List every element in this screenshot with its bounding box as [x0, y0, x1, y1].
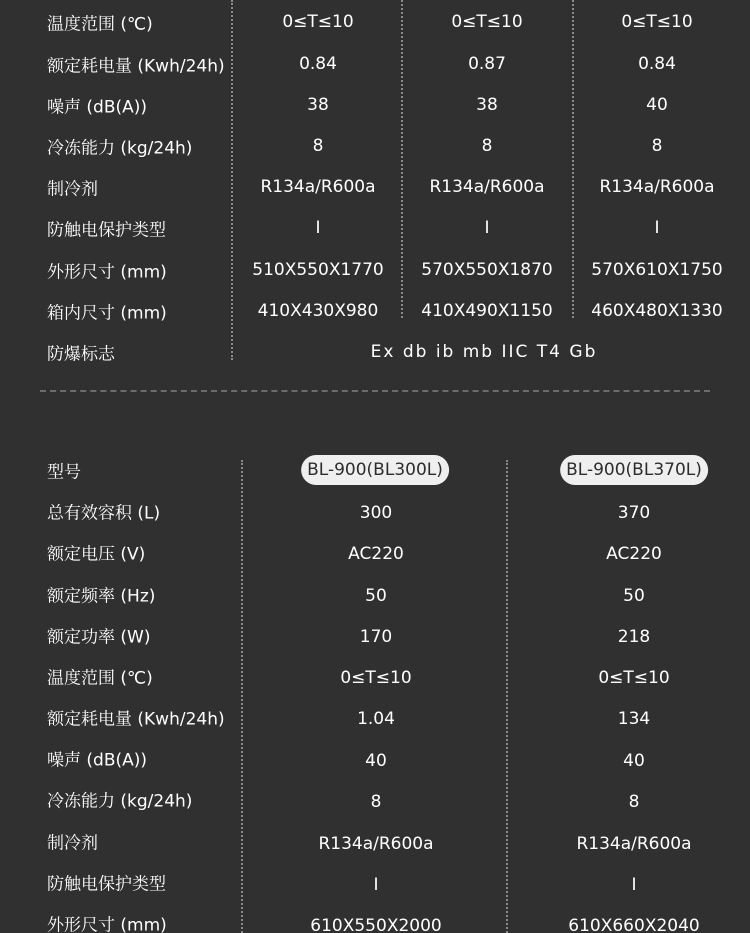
cell-value: 218	[617, 627, 651, 647]
column-divider	[401, 0, 403, 318]
row-label: 防触电保护类型	[47, 220, 166, 241]
cell-value: 610X660X2040	[568, 916, 700, 933]
model-badge: BL-900(BL370L)	[560, 455, 708, 485]
cell-value: I	[315, 218, 321, 238]
cell-value: 0.84	[638, 54, 676, 74]
row-label: 额定耗电量 (Kwh/24h)	[47, 56, 225, 77]
column-divider	[506, 460, 508, 933]
cell-value: R134a/R600a	[576, 834, 692, 854]
cell-value: 410X430X980	[257, 301, 379, 321]
row-label: 外形尺寸 (mm)	[47, 262, 167, 283]
row-label: 总有效容积 (L)	[47, 503, 161, 524]
column-divider	[241, 460, 243, 933]
row-label: 制冷剂	[47, 833, 98, 854]
row-label: 噪声 (dB(A))	[47, 750, 148, 771]
explosion-proof-label: 防爆标志	[47, 344, 115, 365]
model-badge: BL-900(BL300L)	[301, 455, 449, 485]
cell-value: 0.84	[299, 54, 337, 74]
cell-value: 50	[623, 586, 645, 606]
cell-value: 300	[359, 503, 393, 523]
column-divider	[231, 0, 233, 360]
row-label: 额定功率 (W)	[47, 627, 151, 648]
row-label: 箱内尺寸 (mm)	[47, 303, 167, 324]
cell-value: 0≤T≤10	[340, 668, 412, 688]
cell-value: R134a/R600a	[260, 177, 376, 197]
section-separator	[40, 390, 710, 392]
cell-value: 510X550X1770	[252, 260, 384, 280]
cell-value: 8	[481, 136, 493, 156]
cell-value: 38	[307, 95, 329, 115]
row-label: 额定耗电量 (Kwh/24h)	[47, 709, 225, 730]
cell-value: 8	[370, 792, 382, 812]
column-divider	[572, 0, 574, 318]
cell-value: 8	[312, 136, 324, 156]
cell-value: 38	[476, 95, 498, 115]
model-label: 型号	[47, 462, 81, 483]
cell-value: 0≤T≤10	[598, 668, 670, 688]
cell-value: I	[631, 875, 637, 895]
cell-value: 134	[617, 709, 651, 729]
row-label: 温度范围 (℃)	[47, 668, 153, 689]
cell-value: I	[373, 875, 379, 895]
row-label: 额定频率 (Hz)	[47, 586, 156, 607]
cell-value: 460X480X1330	[591, 301, 723, 321]
row-label: 冷冻能力 (kg/24h)	[47, 138, 193, 159]
row-label: 噪声 (dB(A))	[47, 97, 148, 118]
cell-value: 570X610X1750	[591, 260, 723, 280]
cell-value: 50	[365, 586, 387, 606]
cell-value: 40	[365, 751, 387, 771]
row-label: 外形尺寸 (mm)	[47, 915, 167, 933]
row-label: 额定电压 (V)	[47, 544, 146, 565]
cell-value: 1.04	[357, 709, 395, 729]
cell-value: 0≤T≤10	[621, 12, 693, 32]
cell-value: I	[484, 218, 490, 238]
cell-value: R134a/R600a	[429, 177, 545, 197]
cell-value: 570X550X1870	[421, 260, 553, 280]
cell-value: 40	[623, 751, 645, 771]
cell-value: 0.87	[468, 54, 506, 74]
cell-value: 0≤T≤10	[282, 12, 354, 32]
cell-value: 410X490X1150	[421, 301, 553, 321]
cell-value: 370	[617, 503, 651, 523]
cell-value: 8	[651, 136, 663, 156]
cell-value: R134a/R600a	[599, 177, 715, 197]
row-label: 防触电保护类型	[47, 874, 166, 895]
row-label: 冷冻能力 (kg/24h)	[47, 791, 193, 812]
cell-value: R134a/R600a	[318, 834, 434, 854]
cell-value: 610X550X2000	[310, 916, 442, 933]
cell-value: AC220	[348, 544, 404, 564]
explosion-proof-value: Ex db ib mb IIC T4 Gb	[370, 342, 598, 362]
row-label: 温度范围 (℃)	[47, 14, 153, 35]
cell-value: 8	[628, 792, 640, 812]
spec-table-3-columns	[0, 0, 750, 372]
cell-value: 0≤T≤10	[451, 12, 523, 32]
cell-value: AC220	[606, 544, 662, 564]
cell-value: 40	[646, 95, 668, 115]
spec-table-2-columns	[0, 448, 750, 933]
cell-value: 170	[359, 627, 393, 647]
cell-value: I	[654, 218, 660, 238]
row-label: 制冷剂	[47, 179, 98, 200]
